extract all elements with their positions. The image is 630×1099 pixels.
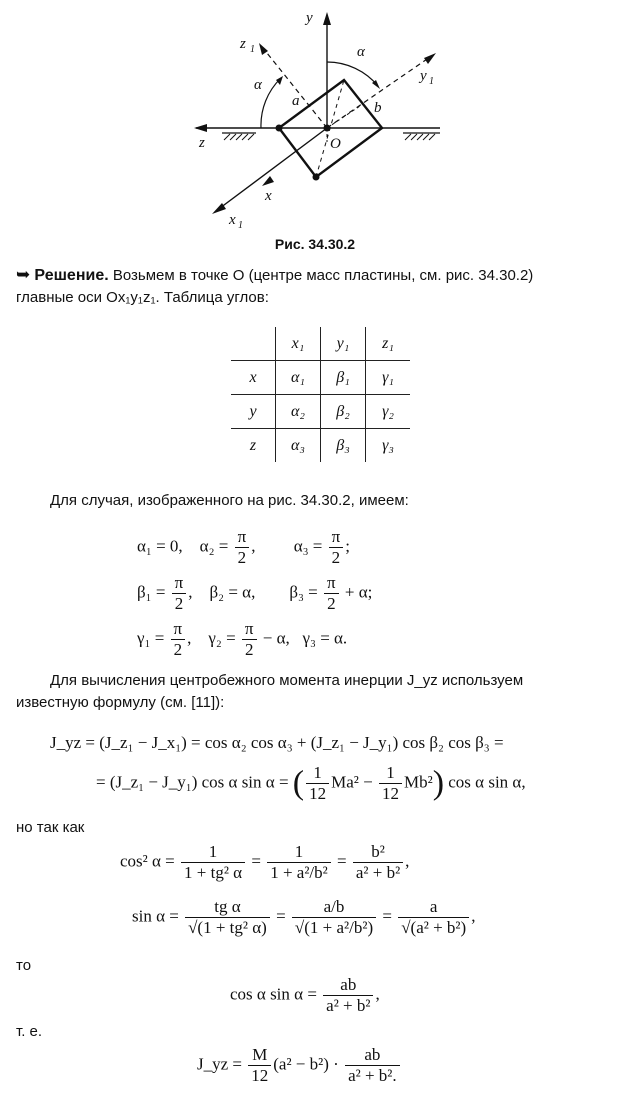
table-cell: x₁	[276, 327, 321, 361]
solution-arrow-icon: ➥	[16, 265, 31, 284]
table-cell: α₃	[276, 429, 321, 463]
hinge-left	[276, 125, 283, 132]
label-y: y	[306, 10, 313, 26]
then: то	[16, 957, 32, 974]
center-O	[324, 125, 331, 132]
hinge-bottom	[313, 174, 320, 181]
case-line: Для случая, изображенного на рис. 34.30.2, имеем:	[50, 492, 409, 509]
intro-line1: Возьмем в точке O (центре масс пластины, см. рис. 34.30.2)	[112, 267, 534, 284]
table-cell: β₂	[321, 395, 366, 429]
table-cell: z	[231, 429, 276, 463]
table-row	[231, 429, 410, 463]
svg-text:1: 1	[429, 76, 434, 87]
table-cell: α₂	[276, 395, 321, 429]
table-cell: γ₂	[366, 395, 411, 429]
ie: т. е.	[16, 1023, 43, 1040]
label-z: z	[199, 135, 205, 151]
left-support-hatch	[224, 134, 254, 140]
eq-gamma-row: γ₁ = $\frac{\pi}{2}$ , γ₂ = $\frac{\pi}{2}$ − α, γ₃ = α.	[137, 619, 348, 659]
label-a: a	[292, 93, 300, 109]
table-cell: y₁	[321, 327, 366, 361]
table-cell	[231, 327, 276, 361]
eq-beta-row: β₁ = $\frac{\pi}{2}$ , β₂ = α, β₃ = $\frac{\pi}{2}$ + α;	[137, 573, 373, 613]
eq-jyz-line1: J_yz = (J_z₁ − J_x₁) = cos α₂ cos α₃ + (J_z₁ − J_y₁) cos β₂ cos β₃ =	[50, 733, 504, 752]
label-alpha-top: α	[357, 44, 365, 60]
angle-table	[231, 327, 410, 462]
label-O: O	[330, 136, 341, 152]
table-cell: z₁	[366, 327, 411, 361]
eq-jyz-line2: = (J_z₁ − J_y₁) cos α sin α = ( $\frac{1}{12}$ Ma² − $\frac{1}{12}$ Mb²) cos α sin α,	[96, 763, 526, 803]
eq-alpha-row: α₁ = 0, α₂ = $\frac{\pi}{2}$ , α₃ = $\frac{\pi}{2}$ ;	[137, 527, 350, 567]
table-cell: y	[231, 395, 276, 429]
table-row	[231, 361, 410, 395]
table-cell: β₃	[321, 429, 366, 463]
table-cell: α₁	[276, 361, 321, 395]
label-alpha-left: α	[254, 77, 262, 93]
label-y1: y	[420, 68, 427, 84]
table-cell: γ₃	[366, 429, 411, 463]
but-since: но так как	[16, 819, 85, 836]
eq-final: J_yz = $\frac{M}{12}$ (a² − b²) · $\frac{ab}{\text{a² + b².}}$	[197, 1045, 402, 1086]
eq-cos-sin: cos α sin α = $\frac{ab}{\text{a² + b²}}$ ,	[230, 975, 380, 1015]
alpha-arc-left	[261, 78, 281, 128]
z-axis-arrow	[194, 124, 207, 132]
right-support-hatch	[405, 134, 435, 140]
svg-text:1: 1	[250, 44, 255, 55]
jyz-intro: Для вычисления центробежного момента инерции J_yz используем известную формулу (см. [11]):	[16, 672, 524, 711]
table-cell: γ₁	[366, 361, 411, 395]
svg-text:1: 1	[238, 220, 243, 231]
label-x1: x	[229, 212, 236, 228]
label-z1: z	[240, 36, 246, 52]
figure-caption: Рис. 34.30.2	[274, 236, 356, 252]
table-header-row	[231, 327, 410, 361]
alpha-arc-top	[327, 62, 378, 86]
x-axis-arrow	[262, 176, 274, 186]
table-cell: β₁	[321, 361, 366, 395]
eq-sin: sin α = $\frac{\text{tg α}}{\text{√(1 + tg² α)}}$ = $\frac{a/b}{\text{√(1 + a²/b²)}}$ = $\frac{a}{\text{√(a² + b²)}}$ ,	[132, 897, 476, 937]
intro-line2: главные оси Ox₁y₁z₁. Таблица углов:	[16, 289, 269, 306]
solution-intro	[16, 264, 620, 309]
solution-label: Решение.	[34, 267, 109, 284]
table-cell: x	[231, 361, 276, 395]
y-axis-arrow	[323, 12, 331, 25]
label-x: x	[265, 188, 272, 204]
label-b: b	[374, 100, 382, 116]
eq-cos2: cos² α = $\frac{1}{\text{1 + tg² α}}$ = $\frac{1}{\text{1 + a²/b²}}$ = $\frac{\text{b²}}{\text{a² + b²}}$ ,	[120, 842, 410, 882]
table-row	[231, 395, 410, 429]
figure-34-30-2	[0, 0, 630, 232]
